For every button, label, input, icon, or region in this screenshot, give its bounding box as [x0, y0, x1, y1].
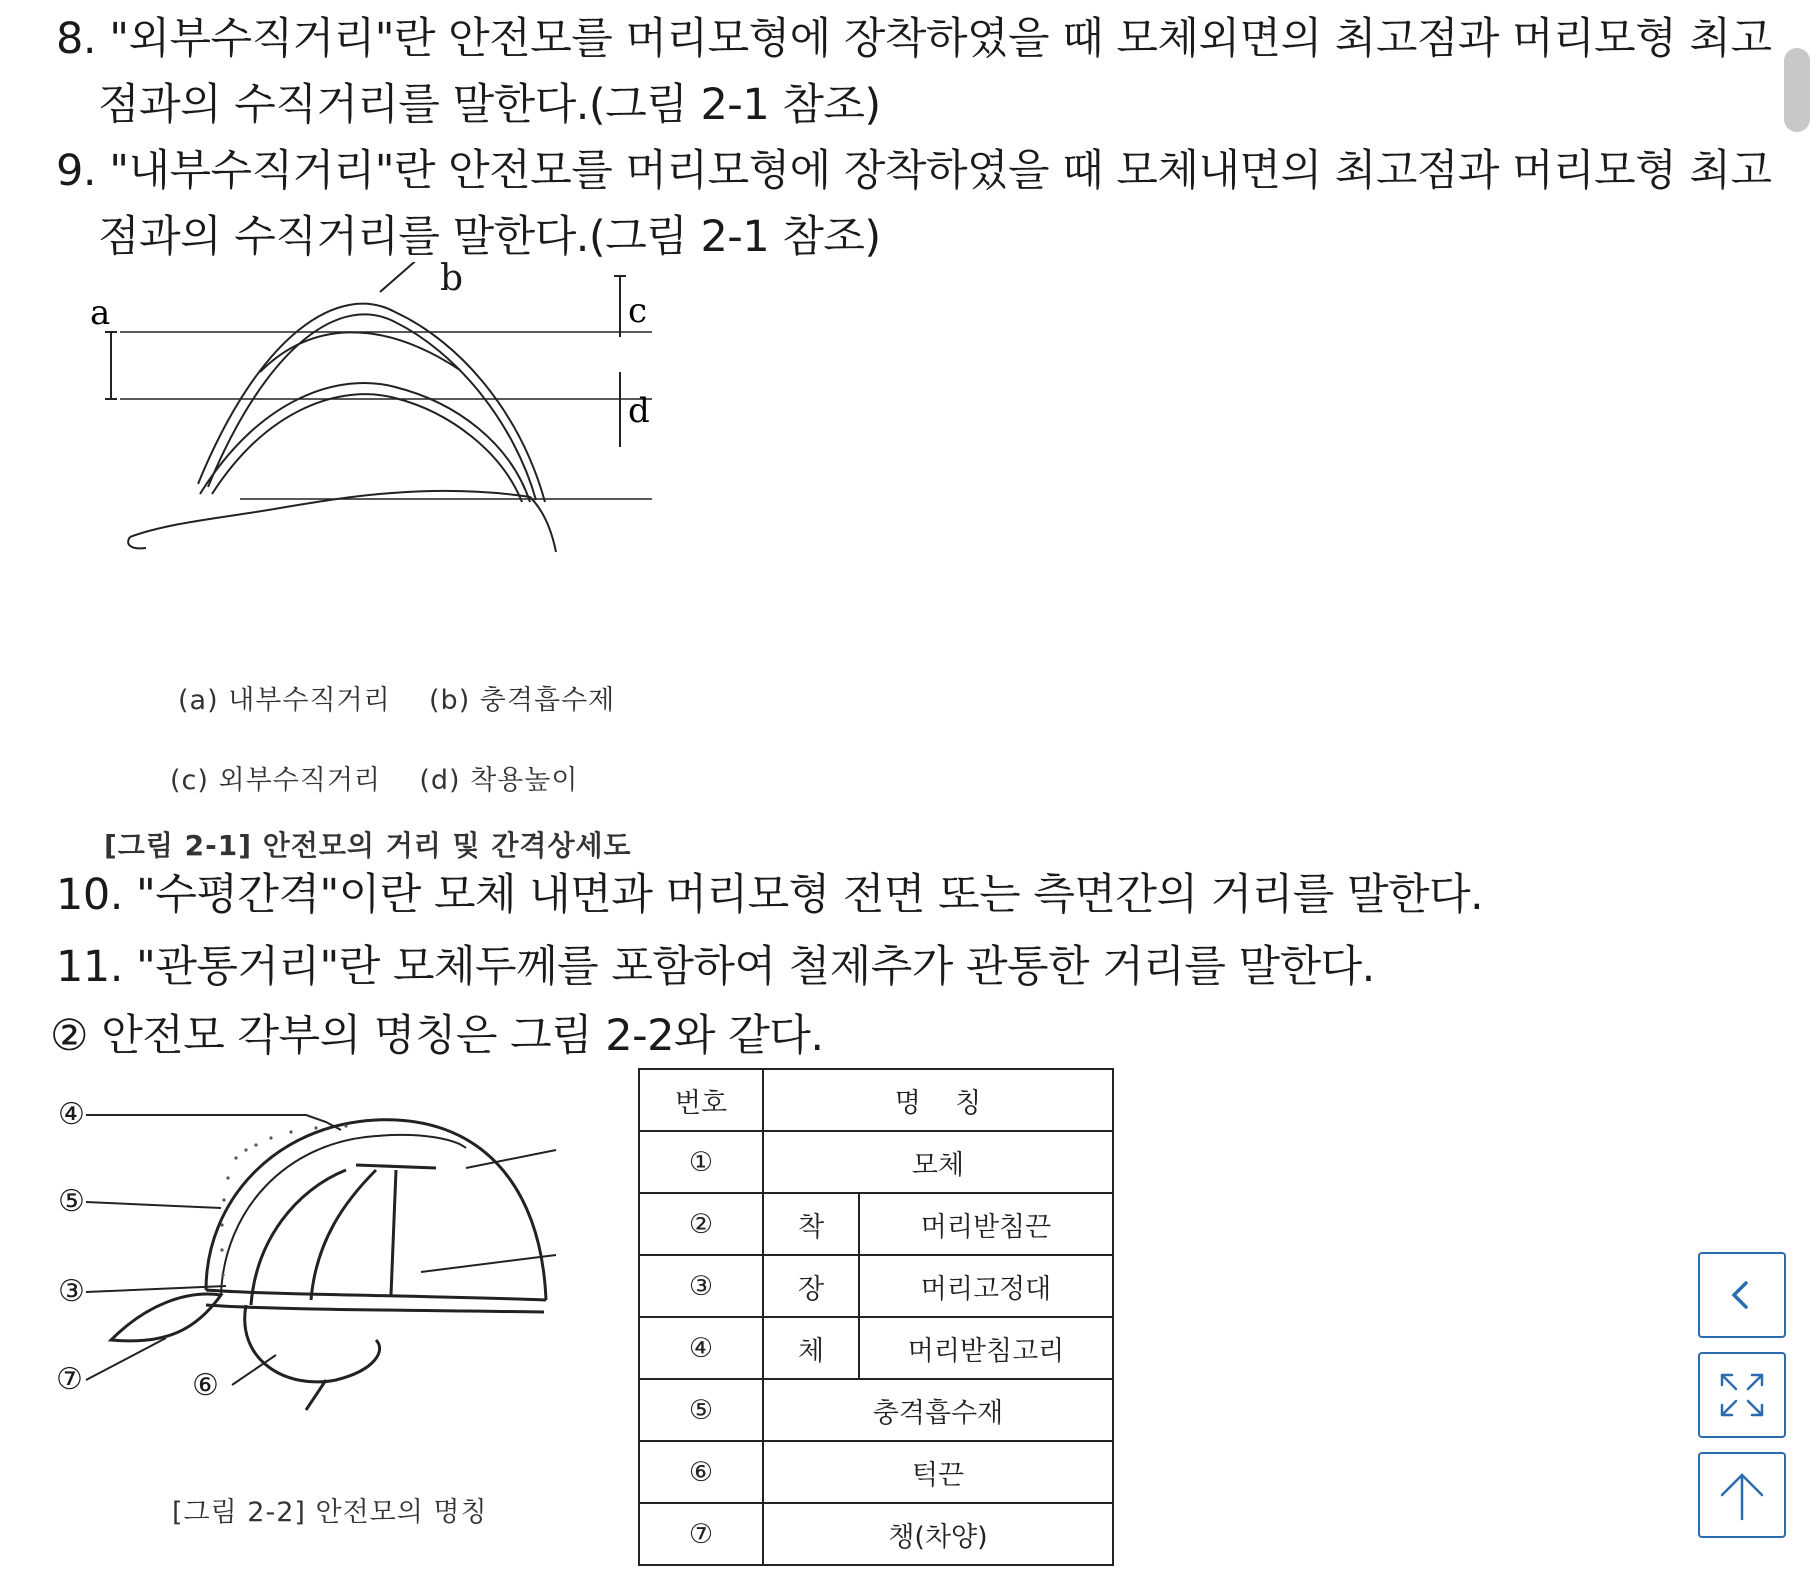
table-header-number: 번호	[639, 1069, 763, 1131]
definition-text: 11. "관통거리"란 모체두께를 포함하여 철제추가 관통한 거리를 말한다.	[56, 942, 1375, 992]
helmet-parts-diagram	[56, 1090, 566, 1430]
definition-text: 9. "내부수직거리"란 안전모를 머리모형에 장착하였을 때 모체내면의 최고점과 머리모형 최고	[56, 146, 1772, 196]
table-row	[639, 1317, 1113, 1379]
row-name: 챙(차양)	[763, 1503, 1113, 1565]
table-row	[639, 1193, 1113, 1255]
definition-text-continued: 점과의 수직거리를 말한다.(그림 2-1 참조)	[98, 80, 881, 130]
row-name: 머리받침끈	[859, 1193, 1113, 1255]
table-header-name: 명 칭	[763, 1069, 1113, 1131]
table-row	[639, 1379, 1113, 1441]
expand-button[interactable]	[1698, 1352, 1786, 1438]
table-header-row	[639, 1069, 1113, 1131]
table-row	[639, 1255, 1113, 1317]
figure-caption-2-1: [그림 2-1] 안전모의 거리 및 간격상세도	[104, 829, 632, 862]
callout-5: ⑤	[58, 1184, 85, 1219]
callout-6: ⑥	[192, 1368, 219, 1403]
expand-icon	[1716, 1369, 1768, 1421]
definition-item-11	[56, 934, 1375, 1000]
helmet-parts-table	[638, 1068, 1114, 1566]
table-row	[639, 1503, 1113, 1565]
label-c: c	[628, 291, 648, 331]
section-text: ② 안전모 각부의 명칭은 그림 2-2와 같다.	[50, 1011, 824, 1061]
scroll-to-top-button[interactable]	[1698, 1452, 1786, 1538]
scrollbar-thumb[interactable]	[1784, 48, 1810, 132]
figure-legend-row-1: (a) 내부수직거리 (b) 충격흡수제	[178, 685, 616, 716]
row-name: 머리받침고리	[859, 1317, 1113, 1379]
arrow-up-icon	[1714, 1467, 1770, 1523]
helmet-distance-diagram	[90, 262, 670, 592]
label-d: d	[628, 391, 650, 431]
chevron-left-icon	[1722, 1275, 1762, 1315]
row-number: ①	[639, 1131, 763, 1193]
row-number: ②	[639, 1193, 763, 1255]
callout-7: ⑦	[56, 1362, 83, 1397]
label-b-page: b	[440, 258, 464, 299]
group-label-char: 장	[763, 1255, 859, 1317]
previous-button[interactable]	[1698, 1252, 1786, 1338]
definition-item-8	[56, 6, 1772, 138]
definition-text-continued: 점과의 수직거리를 말한다.(그림 2-1 참조)	[98, 212, 881, 262]
table-row	[639, 1131, 1113, 1193]
callout-3: ③	[58, 1274, 85, 1309]
group-label-char: 착	[763, 1193, 859, 1255]
callout-4: ④	[58, 1097, 85, 1132]
row-name: 모체	[763, 1131, 1113, 1193]
definition-text: 10. "수평간격"이란 모체 내면과 머리모형 전면 또는 측면간의 거리를 말한다.	[56, 870, 1484, 920]
section-item-2	[50, 1003, 824, 1069]
group-label-char: 체	[763, 1317, 859, 1379]
definition-item-10	[56, 862, 1483, 928]
label-a: a	[90, 293, 111, 333]
figure-legend-row-2: (c) 외부수직거리 (d) 착용높이	[170, 765, 579, 796]
figure-caption-2-2: [그림 2-2] 안전모의 명칭	[172, 1497, 488, 1528]
row-number: ④	[639, 1317, 763, 1379]
row-name: 턱끈	[763, 1441, 1113, 1503]
row-number: ⑤	[639, 1379, 763, 1441]
definition-text: 8. "외부수직거리"란 안전모를 머리모형에 장착하였을 때 모체외면의 최고점과 머리모형 최고	[56, 14, 1772, 64]
definition-item-9	[56, 138, 1772, 270]
row-name: 머리고정대	[859, 1255, 1113, 1317]
table-row	[639, 1441, 1113, 1503]
row-number: ③	[639, 1255, 763, 1317]
row-number: ⑦	[639, 1503, 763, 1565]
row-number: ⑥	[639, 1441, 763, 1503]
row-name: 충격흡수재	[763, 1379, 1113, 1441]
